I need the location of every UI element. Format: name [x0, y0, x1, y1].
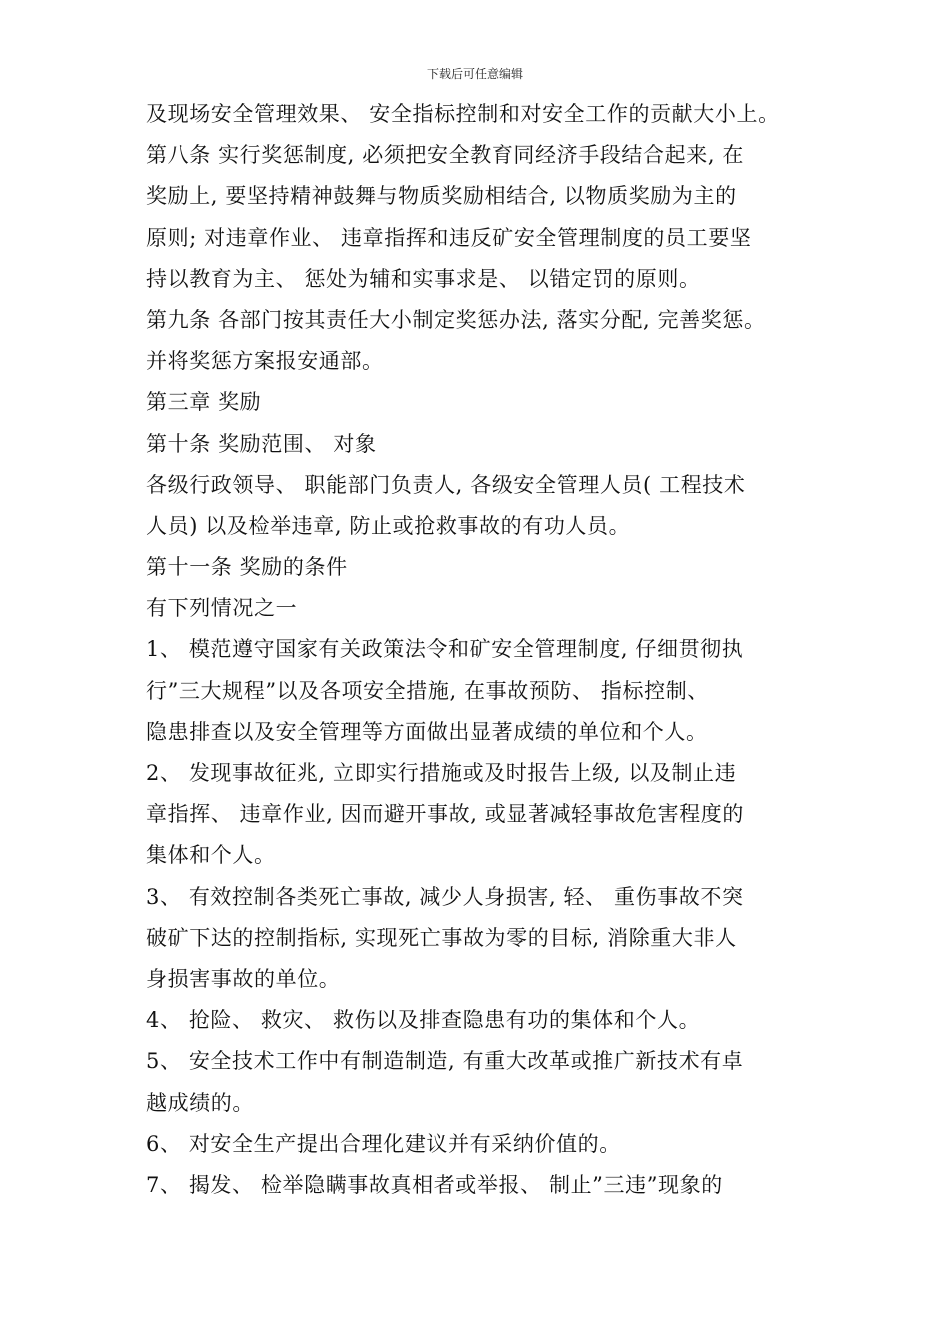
article-8-line: 第八条 实行奖惩制度, 必须把安全教育同经济手段结合起来, 在	[146, 143, 744, 168]
text-line: 人员) 以及检举违章, 防止或抢救事故的有功人员。	[146, 513, 631, 538]
text-line: 有下列情况之一	[146, 596, 298, 621]
text-line: 隐患排查以及安全管理等方面做出显著成绩的单位和个人。	[146, 719, 708, 744]
text-line: 并将奖惩方案报安通部。	[146, 349, 384, 374]
article-9-line: 第九条 各部门按其责任大小制定奖惩办法, 落实分配, 完善奖惩。	[146, 307, 766, 332]
text-line: 持以教育为主、 惩处为辅和实事求是、 以错定罚的原则。	[146, 266, 701, 291]
text-line: 集体和个人。	[146, 843, 276, 868]
list-item-2: 2、 发现事故征兆, 立即实行措施或及时报告上级, 以及制止违	[146, 761, 737, 785]
text-line: 破矿下达的控制指标, 实现死亡事故为零的目标, 消除重大非人	[146, 925, 737, 950]
text-line: 越成绩的。	[146, 1090, 254, 1115]
list-item-3: 3、 有效控制各类死亡事故, 减少人身损害, 轻、 重伤事故不突	[146, 884, 744, 909]
text-line: 各级行政领导、 职能部门负责人, 各级安全管理人员( 工程技术	[146, 472, 746, 497]
article-10-line: 第十条 奖励范围、 对象	[146, 431, 377, 456]
text-line: 身损害事故的单位。	[146, 966, 341, 991]
text-line: 章指挥、 违章作业, 因而避开事故, 或显著减轻事故危害程度的	[146, 802, 744, 827]
text-line: 原则; 对违章作业、 违章指挥和违反矿安全管理制度的员工要坚	[146, 225, 752, 250]
page-header: 下载后可任意编辑	[426, 67, 523, 81]
text-line: 奖励上, 要坚持精神鼓舞与物质奖励相结合, 以物质奖励为主的	[146, 184, 737, 209]
list-item-7: 7、 揭发、 检举隐瞒事故真相者或举报、 制止”三违”现象的	[146, 1172, 723, 1197]
list-item-5: 5、 安全技术工作中有制造制造, 有重大改革或推广新技术有卓	[146, 1049, 744, 1074]
text-line: 及现场安全管理效果、 安全指标控制和对安全工作的贡献大小上。	[146, 102, 780, 126]
article-11-line: 第十一条 奖励的条件	[146, 555, 348, 580]
list-item-1: 1、 模范遵守国家有关政策法令和矿安全管理制度, 仔细贯彻执	[146, 637, 744, 662]
chapter-heading: 第三章 奖励	[146, 390, 262, 415]
document-body	[146, 94, 826, 1206]
text-line: 行”三大规程”以及各项安全措施, 在事故预防、 指标控制、	[146, 678, 709, 703]
list-item-6: 6、 对安全生产提出合理化建议并有采纳价值的。	[146, 1131, 621, 1156]
list-item-4: 4、 抢险、 救灾、 救伤以及排查隐患有功的集体和个人。	[146, 1008, 701, 1033]
